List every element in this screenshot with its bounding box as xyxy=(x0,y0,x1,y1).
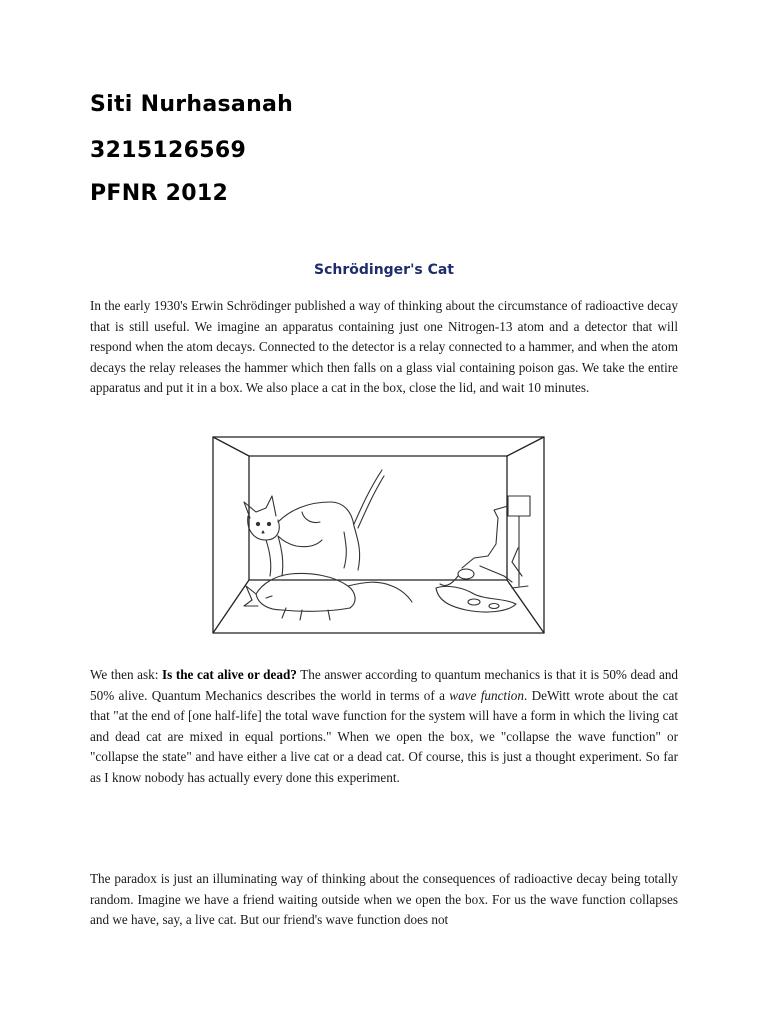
schrodinger-cat-illustration xyxy=(212,436,545,634)
wave-function-term: wave function xyxy=(449,687,524,703)
standing-cat-icon xyxy=(244,470,384,576)
student-id: 3215126569 xyxy=(90,138,247,163)
paragraph-intro: In the early 1930's Erwin Schrödinger published a way of thinking about the circumstance of radioactive decay that is still useful. We imagine an apparatus containing just one Nitrogen-13 atom and a detector that will respond when the atom decays. Connected to the detector is a relay connected to a hammer, and when the atom decays the relay releases the hammer which then falls on a glass vial containing poison gas. We take the entire apparatus and put it in a box. We also place a cat in the box, close the lid, and wait 10 minutes. xyxy=(90,298,678,395)
cat-box-drawing xyxy=(212,436,545,634)
paragraph-text-a: The answer according to quantum mechanics is that it is 50% dead and 50% alive. Quantum Mechanics describes the world in terms of a xyxy=(90,667,679,703)
box-back-wall xyxy=(249,456,507,580)
paragraph-text-b: . DeWitt wrote about the cat that "at the end of [one half-life] the total wave function for the system will have a form in which the living cat and dead cat are mixed in equal portions." When we open the box, we "collapse the wave function" or "collapse the state" and have either a live cat or a dead cat. Of course, this is just a thought experiment. So far as I know nobody has actually every done this experiment. xyxy=(90,687,679,785)
author-name: Siti Nurhasanah xyxy=(90,92,294,117)
paragraph-paradox: The paradox is just an illuminating way of thinking about the consequences of radioactive decay being totally random. Imagine we have a friend waiting outside when we open the box. For us the wave function collapses and we have, say, a live cat. But our friend's wave function does not xyxy=(90,871,678,927)
detector-box xyxy=(508,496,530,516)
poison-vial xyxy=(458,569,474,579)
apparatus-icon xyxy=(436,496,530,612)
paragraph-question xyxy=(90,665,678,788)
paragraph-lead: We then ask: xyxy=(90,667,162,682)
document-title: Schrödinger's Cat xyxy=(314,262,454,278)
key-question: Is the cat alive or dead? xyxy=(161,667,297,682)
course-code: PFNR 2012 xyxy=(90,181,229,206)
